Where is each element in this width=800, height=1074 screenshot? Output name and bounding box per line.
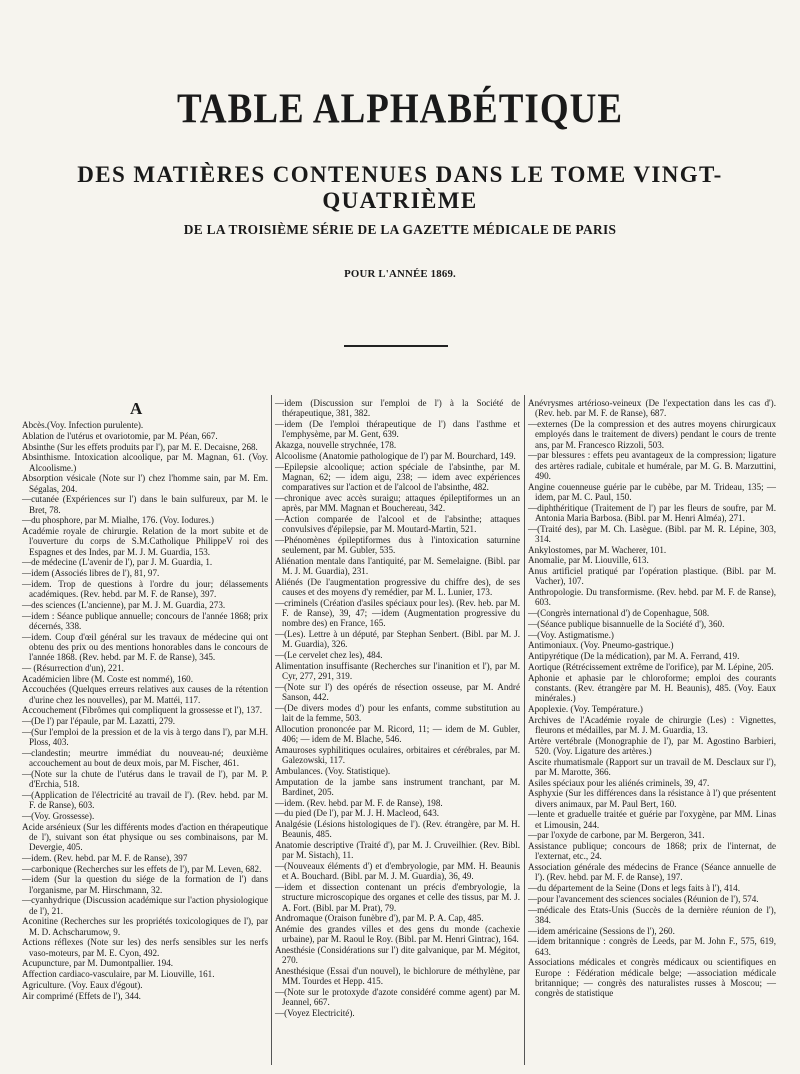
index-entry: —(Séance publique bisannuelle de la Société d'), 360.: [528, 618, 725, 629]
index-entry: —clandestin; meurtre immédiat du nouveau-né; deuxième accouchement au bout de deux mois, par M. Fischer, 461.: [22, 747, 268, 768]
index-entry: Abcès.(Voy. Infection purulente).: [22, 420, 144, 430]
index-entry: Aortique (Rétrécissement extrême de l'orifice), par M. Lépine, 205.: [528, 661, 774, 672]
index-entry: —(Voy. Grossesse).: [22, 810, 95, 821]
index-entry: —Action comparée de l'alcool et de l'absinthe; attaques convulsives d'épilepsie, par M. Moutard-Martin, 521.: [275, 513, 520, 534]
index-entry: —(Le cervelet chez les), 484.: [275, 650, 383, 660]
index-entry: Asiles spéciaux pour les aliénés criminels, 39, 47.: [528, 777, 710, 788]
index-entry: Aphonie et aphasie par le chloroforme; emploi des courants constants. (Rev. étrangère par M. H. Beaunis), 485. (Voy. Eaux minérales.): [528, 672, 776, 703]
index-entry: Antimoniaux. (Voy. Pneumo-gastrique.): [528, 640, 674, 651]
index-entry: Anatomie descriptive (Traité d'), par M. J. Cruveilhier. (Rev. Bibl. par M. Sistach), 11.: [275, 840, 520, 861]
index-column-1: [22, 420, 268, 1001]
index-entry: —(Traité des), par M. Ch. Lasègue. (Bibl. par M. R. Lépine, 303, 314.: [528, 523, 776, 544]
year-line: POUR L'ANNÉE 1869.: [344, 268, 456, 280]
index-entry: —cyanhydrique (Discussion académique sur l'action physiologique de l'), 21.: [22, 895, 268, 916]
index-entry: —(Nouveaux éléments d') et d'embryologie, par MM. H. Beaunis et A. Bouchard. (Bibl. par M. J. M. Guardia), 36, 49.: [275, 861, 520, 882]
index-entry: —du département de la Seine (Dons et legs faits à l'), 414.: [528, 883, 740, 893]
index-entry: —idem. Coup d'œil général sur les travaux de médecine qui ont obtenu des prix ou des mentions honorables dans le concours de l'année 1868. (Rev. hebd. par M. F. de Ranse), 345.: [22, 631, 268, 662]
index-entry: —lente et graduelle traitée et guérie par l'oxygène, par MM. Linas et Limousin, 244.: [528, 809, 776, 830]
index-entry: —Epilepsie alcoolique; action spéciale de l'absinthe, par M. Magnan, 62; — idem aigu, 238; — idem avec expériences comparatives sur l'action et de l'alcool de l'absinthe, 482.: [275, 461, 520, 492]
index-entry: —de médecine (L'avenir de l'), par J. M. Guardia, 1.: [22, 557, 213, 568]
index-entry: —(Note sur le protoxyde d'azote considéré comme agent) par M. Jeannel, 667.: [275, 987, 520, 1008]
index-column-3: [528, 398, 776, 999]
index-entry: Affection cardiaco-vasculaire, par M. Liouville, 161.: [22, 969, 215, 979]
section-letter: A: [130, 399, 143, 418]
column-divider: [271, 395, 272, 1065]
index-entry: Asphyxie (Sur les différences dans la résistance à l') que présentent divers animaux, par M. Paul Bert, 160.: [528, 788, 776, 809]
index-entry: Anévrysmes artérioso-veineux (De l'expectation dans les cas d'). (Rev. heb. par M. F. de Ranse), 687.: [528, 398, 776, 419]
index-entry: Anus artificiel pratiqué par l'opération plastique. (Bibl. par M. Vacher), 107.: [528, 566, 776, 587]
index-entry: —idem britannique : congrès de Leeds, par M. John F., 575, 619, 643.: [528, 936, 776, 957]
index-entry: —Phénomènes épileptiformes dus à l'intoxication saturnine seulement, par M. Gubler, 535.: [275, 534, 520, 555]
index-entry: —(De l') par l'épaule, par M. Lazatti, 279.: [22, 716, 176, 726]
index-entry: Amputation de la jambe sans instrument tranchant, par M. Bardinet, 205.: [275, 776, 520, 797]
index-entry: Anomalie, par M. Liouville, 613.: [528, 555, 649, 566]
index-entry: —idem américaine (Sessions de l'), 260.: [528, 925, 675, 936]
index-entry: — (Résurrection d'un), 221.: [22, 662, 124, 673]
index-entry: Ascite rhumatismale (Rapport sur un travail de M. Desclaux sur l'), par M. Marotte, 366.: [528, 756, 776, 777]
index-entry: Amauroses syphilitiques oculaires, orbitaires et cérébrales, par M. Galezowski, 117.: [275, 744, 520, 765]
index-entry: —carbonique (Recherches sur les effets de l'), par M. Leven, 682.: [22, 863, 262, 874]
index-entry: Akazga, nouvelle strychnée, 178.: [275, 440, 397, 450]
index-entry: —par blessures : effets peu avantageux de la compression; ligature des artères radiale, cubitale et humérale, par M. G. B. Marzuttini, 490.: [528, 450, 776, 481]
index-entry: —(Note sur la chute de l'utérus dans le travail de l'), par M. P. d'Erchia, 518.: [22, 768, 268, 789]
index-entry: Absinthe (Sur les effets produits par l'), par M. E. Decaisne, 268.: [22, 441, 258, 452]
index-entry: —criminels (Création d'asiles spéciaux pour les). (Rev. heb. par M. F. de Ranse), 39, 47; —idem (Augmentation progressive du nombre des) en France, 165.: [275, 597, 520, 629]
index-entry: Anthropologie. Du transformisme. (Rev. hebd. par M. F. de Ranse), 603.: [528, 587, 776, 608]
index-entry: Analgésie (Lésions histologiques de l'). (Rev. étrangère, par M. H. Beaunis, 485.: [275, 819, 520, 840]
index-entry: —(Application de l'électricité au travail de l'). (Rev. hebd. par M. F. de Ranse), 603.: [22, 789, 268, 810]
index-entry: Antipyrétique (De la médication), par M. A. Ferrand, 419.: [528, 651, 740, 661]
index-entry: Accouchement (Fibrômes qui compliquent la grossesse et l'), 137.: [22, 705, 263, 716]
index-entry: —idem (Sur la question du siége de la formation de l') dans l'organisme, par M. Hirschmann, 32.: [22, 874, 268, 895]
column-divider: [524, 395, 525, 1065]
index-entry: Absorption vésicale (Note sur l') chez l'homme sain, par M. Em. Ségalas, 204.: [22, 473, 268, 494]
index-entry: Ablation de l'utérus et ovariotomie, par M. Péan, 667.: [22, 430, 218, 441]
index-entry: —idem et dissection contenant un précis d'embryologie, la structure microscopique des organes et celle des tissus, par M. J. A. Fort. (Bibl. par M. Prat), 79.: [275, 882, 520, 913]
index-entry: Acide arsénieux (Sur les différents modes d'action en thérapeutique de l'), suivant son état physique ou ses combinaisons, par M. Devergie, 405.: [22, 821, 268, 852]
index-entry: —(Voy. Astigmatisme.): [528, 629, 614, 640]
index-entry: Aconitine (Recherches sur les propriétés toxicologiques de l'), par M. D. Achscharumow, 9.: [22, 916, 268, 937]
index-entry: —(Sur l'emploi de la pression et de la vis à tergo dans l'), par M.H. Ploss, 403.: [22, 726, 268, 747]
index-entry: —diphthéritique (Traitement de l') par les fleurs de soufre, par M. Antonia Maria Barbosa. (Bibl. par M. Henri Alméa), 271.: [528, 502, 776, 523]
index-entry: —du pied (De l'), par M. J. H. Macleod, 643.: [275, 808, 440, 819]
index-entry: Alcoolisme (Anatomie pathologique de l') par M. Bourchard, 149.: [275, 450, 516, 461]
index-entry: Ambulances. (Voy. Statistique).: [275, 765, 391, 776]
index-entry: Association générale des médecins de France (Séance annuelle de l'). (Rev. hebd. par M. F. de Ranse), 197.: [528, 862, 776, 883]
index-entry: —cutanée (Expériences sur l') dans le bain sulfureux, par M. le Bret, 78.: [22, 494, 268, 515]
index-entry: —(Voyez Electricité).: [275, 1008, 355, 1018]
series-line: DE LA TROISIÈME SÉRIE DE LA GAZETTE MÉDICALE DE PARIS: [183, 222, 617, 237]
index-entry: —idem. (Rev. hebd. par M. F. de Ranse), 198.: [275, 797, 443, 808]
index-entry: Anémie des grandes villes et des gens du monde (cachexie urbaine), par M. Raoul le Roy. (Bibl. par M. Henri Gintrac), 164.: [275, 924, 520, 945]
index-entry: —externes (De la compression et des autres moyens chirurgicaux employés dans le traitement de divers) pendant le cours de trente ans, par M. Francesco Rizzoli, 503.: [528, 419, 776, 450]
index-entry: Alimentation insuffisante (Recherches sur l'inanition et l'), par M. Cyr, 277, 291, 319.: [275, 660, 520, 681]
index-entry: Andromaque (Oraison funèbre d'), par M. P. A. Cap, 485.: [275, 913, 484, 924]
index-entry: —du phosphore, par M. Mialhe, 176. (Voy. Iodures.): [22, 515, 214, 526]
index-entry: —par l'oxyde de carbone, par M. Bergeron, 341.: [528, 830, 705, 841]
index-entry: —des sciences (L'ancienne), par M. J. M. Guardia, 273.: [22, 599, 226, 610]
index-entry: —(Les). Lettre à un député, par Stephan Senbert. (Bibl. par M. J. M. Guardia), 326.: [275, 629, 520, 650]
index-entry: Actions réflexes (Note sur les) des nerfs sensibles sur les nerfs vaso-moteurs, par M. E. Cyon, 492.: [22, 937, 268, 958]
index-entry: Anesthésie (Considérations sur l') dite galvanique, par M. Mégitot, 270.: [275, 945, 520, 966]
index-entry: —idem (Discussion sur l'emploi de l') à la Société de thérapeutique, 381, 382.: [275, 398, 520, 419]
index-entry: —(Congrès international d') de Copenhague, 508.: [528, 608, 710, 618]
index-entry: —idem (De l'emploi thérapeutique de l') dans l'asthme et l'emphysème, par M. Gent, 639.: [275, 419, 520, 440]
index-entry: Associations médicales et congrès médicaux ou scientifiques en Europe : Fédération médicale belge; —association médicale britannique; — congrès des naturalistes russes à Moscou; — congrès de statistique: [528, 957, 776, 998]
index-entry: Aliénation mentale dans l'antiquité, par M. Semelaigne. (Bibl. par M. J. M. Guardia), 231.: [275, 555, 520, 576]
index-entry: Agriculture. (Voy. Eaux d'égout).: [22, 979, 143, 990]
index-entry: Apoplexie. (Voy. Température.): [528, 703, 643, 714]
index-entry: —idem. Trop de questions à l'ordre du jour; délassements académiques. (Rev. hebd. par M. F. de Ranse), 397.: [22, 578, 268, 599]
index-entry: Angine couenneuse guérie par le cubèbe, par M. Trideau, 135; — idem, par M. C. Paul, 150.: [528, 481, 776, 502]
index-entry: Assistance publique; concours de 1868; prix de l'internat, de l'externat, etc., 24.: [528, 841, 776, 862]
index-entry: Artère vertébrale (Monographie de l'), par M. Agostino Barbieri, 520. (Voy. Ligature des artères.): [528, 735, 776, 756]
title-rule: [344, 345, 448, 347]
index-entry: —(Note sur l') des opérés de résection osseuse, par M. André Sanson, 442.: [275, 681, 520, 702]
index-column-2: [275, 398, 520, 1019]
page-title: TABLE ALPHABÉTIQUE: [176, 85, 623, 134]
index-entry: Accouchées (Quelques erreurs relatives aux causes de la rétention d'urine chez les nouvelles), par M. Mattéi, 117.: [22, 684, 268, 705]
index-entry: Archives de l'Académie royale de chirurgie (Les) : Vignettes, fleurons et médailles, par M. J. M. Guardia, 13.: [528, 714, 776, 735]
page-subtitle: DES MATIÈRES CONTENUES DANS LE TOME VINGT-QUATRIÈME: [77, 162, 723, 213]
index-entry: Académie royale de chirurgie. Relation de la mort subite et de l'ouverture du corps de S.M.Catholique PhilippeV roi des Espagnes et des Indes, par M. J. M. Guardia, 153.: [22, 526, 268, 557]
index-entry: —chronique avec accès suraigu; attaques épileptiformes un an après, par MM. Magnan et Bouchereau, 342.: [275, 492, 520, 513]
index-entry: Aliénés (De l'augmentation progressive du chiffre des), de ses causes et des moyens d'y remédier, par M. L. Lunier, 173.: [275, 576, 520, 597]
index-entry: —pour l'avancement des sciences sociales (Réunion de l'), 574.: [528, 893, 759, 904]
index-entry: Air comprimé (Effets de l'), 344.: [22, 990, 141, 1001]
index-entry: —idem : Séance publique annuelle; concours de l'année 1868; prix décernés, 338.: [22, 610, 268, 631]
index-entry: Absinthisme. Intoxication alcoolique, par M. Magnan, 61. (Voy. Alcoolisme.): [22, 452, 268, 473]
index-entry: —idem. (Rev. hebd. par M. F. de Ranse), 397: [22, 852, 188, 863]
index-entry: —(De divers modes d') pour les enfants, comme substitution au lait de la femme, 503.: [275, 702, 520, 723]
index-entry: —médicale des Etats-Unis (Succès de la dernière réunion de l'), 384.: [528, 904, 776, 925]
index-entry: Académicien libre (M. Coste est nommé), 160.: [22, 673, 193, 684]
index-entry: —idem (Associés libres de l'), 81, 97.: [22, 568, 160, 578]
index-entry: Allocution prononcée par M. Ricord, 11; — idem de M. Gubler, 406; — idem de M. Blache, 546.: [275, 723, 520, 744]
index-entry: Acupuncture, par M. Dumontpallier. 194.: [22, 958, 174, 969]
index-entry: Ankylostomes, par M. Wacherer, 101.: [528, 544, 667, 555]
index-entry: Anesthésique (Essai d'un nouvel), le bichlorure de méthylène, par MM. Tourdes et Hepp. 415.: [275, 966, 520, 987]
